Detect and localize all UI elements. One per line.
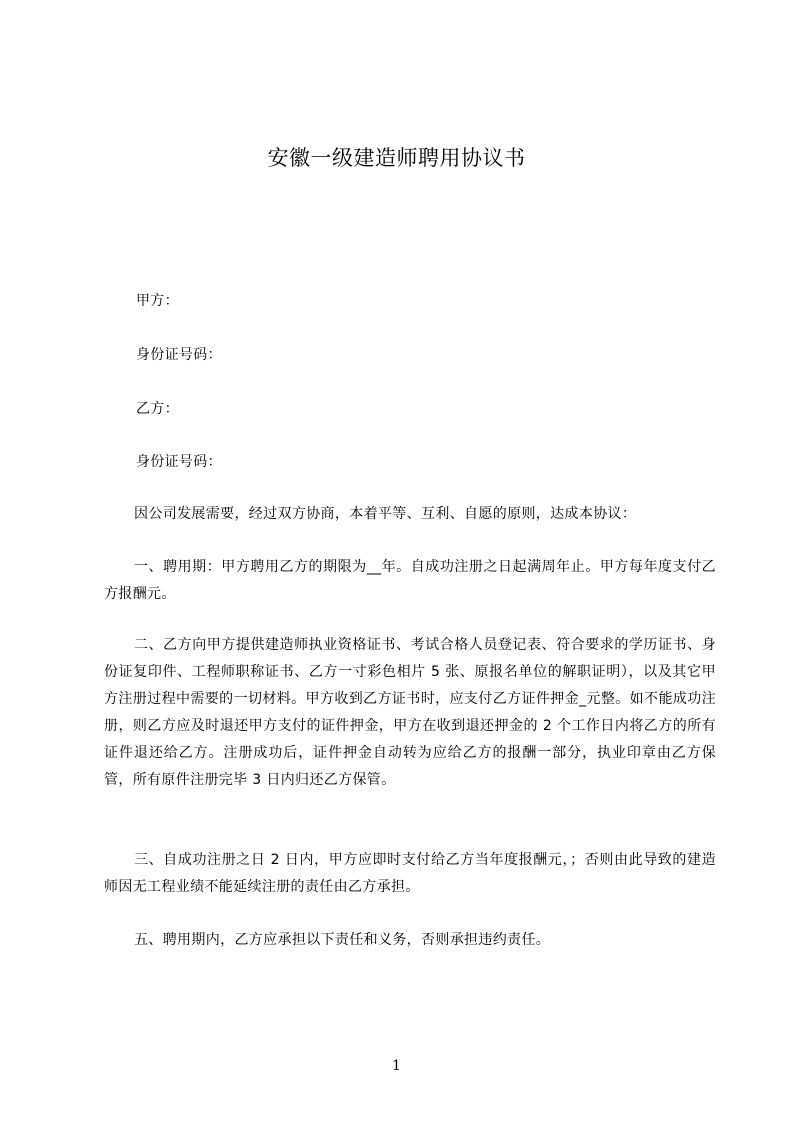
party-a-id-label: 身份证号码：: [136, 347, 222, 363]
party-b-id-label: 身份证号码：: [136, 454, 222, 470]
party-b-label: 乙方：: [136, 401, 179, 417]
document-title: 安徽一级建造师聘用协议书: [267, 146, 526, 170]
page-number: 1: [392, 1058, 401, 1074]
clause-three: 三、自成功注册之日 2 日内，甲方应即时支付给乙方当年度报酬元，；否则由此导致的建造师因无工程业绩不能延续注册的责任由乙方承担。: [104, 852, 716, 895]
intro-paragraph: 因公司发展需要，经过双方协商，本着平等、互利、自愿的原则，达成本协议：: [134, 506, 637, 522]
clause-two: 二、乙方向甲方提供建造师执业资格证书、考试合格人员登记表、符合要求的学历证书、身份证复印件、工程师职称证书、乙方一寸彩色相片 5 张、原报名单位的解职证明），以及其它甲方注册过程中需要的一切材料。甲方收到乙方证书时，应支付乙方证件押金_元整。如不能成功注册，则乙方应及时退还甲方支付的证件押金，甲方在收到退还押金的 2 个工作日内将乙方的所有证件退还给乙方。注册成功后，证件押金自动转为应给乙方的报酬一部分，执业印章由乙方保管，所有原件注册完毕 3 日内归还乙方保管。: [104, 637, 716, 788]
clause-five: 五、聘用期内，乙方应承担以下责任和义务，否则承担违约责任。: [134, 932, 551, 948]
clause-one: 一、聘用期：甲方聘用乙方的期限为__年。自成功注册之日起满周年止。甲方每年度支付乙方报酬元。: [104, 559, 716, 602]
party-a-label: 甲方：: [136, 293, 179, 309]
